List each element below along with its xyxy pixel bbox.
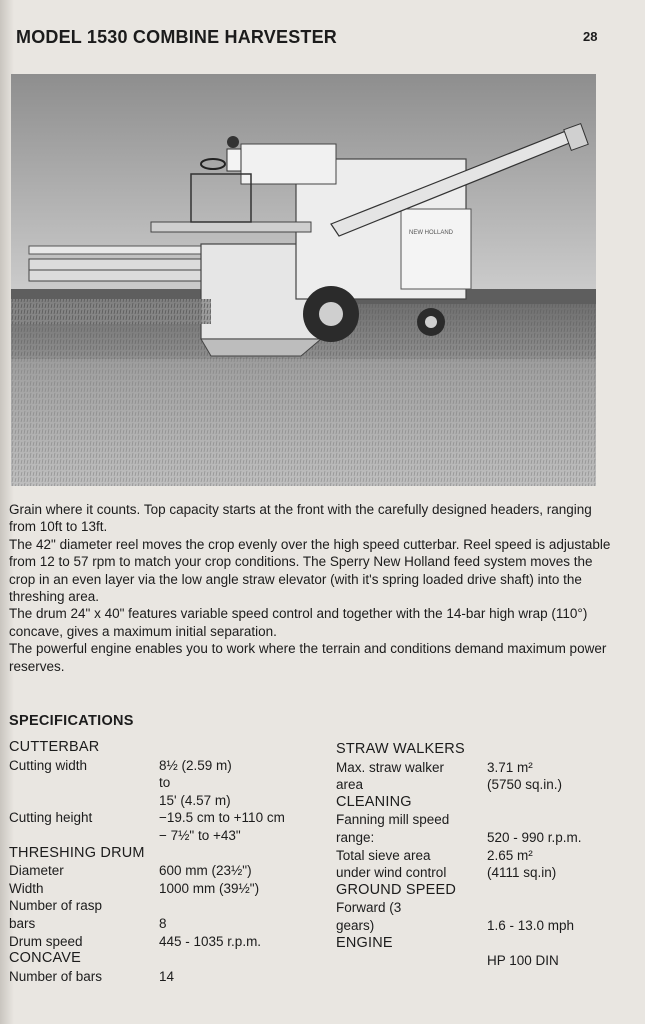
spec-section-engine: ENGINE bbox=[336, 934, 393, 951]
spec-label: Max. straw walker bbox=[336, 759, 445, 775]
spec-value: 15' (4.57 m) bbox=[159, 792, 231, 808]
spec-label: gears) bbox=[336, 917, 375, 933]
spec-label bbox=[9, 827, 159, 845]
spec-value: 1.6 - 13.0 mph bbox=[487, 917, 575, 933]
spec-value: 14 bbox=[159, 968, 175, 984]
spec-label: Forward (3 bbox=[336, 900, 402, 916]
spec-label: Fanning mill speed bbox=[336, 812, 450, 828]
spec-value: 8½ (2.59 m) bbox=[159, 757, 232, 773]
intro-paragraph: The drum 24" x 40" features variable speed control and together with the 14-bar high wrap (110°) concave, gives a maximum initial separation. bbox=[9, 606, 588, 639]
spec-label: Total sieve area bbox=[336, 847, 431, 863]
intro-paragraph: The powerful engine enables you to work where the terrain and conditions demand maximum power reserves. bbox=[9, 641, 607, 674]
spec-value: 520 - 990 r.p.m. bbox=[487, 829, 582, 845]
brand-mark: NEW HOLLAND bbox=[409, 230, 454, 236]
spec-value: (5750 sq.in.) bbox=[487, 777, 563, 793]
spec-value bbox=[159, 897, 329, 915]
intro-paragraph: The 42" diameter reel moves the crop evenly over the high speed cutterbar. Reel speed is adjustable from 12 to 57 rpm to match your crop conditions. The Sperry New Holland feed system moves the crop in an even layer via the low angle straw elevator (with it's spring loaded drive shaft) into the threshing area. bbox=[9, 536, 611, 605]
spec-value: 445 - 1035 r.p.m. bbox=[159, 933, 262, 949]
spec-label bbox=[336, 970, 486, 988]
spec-section-threshing-drum: THRESHING DRUM bbox=[9, 844, 145, 861]
spec-label: under wind control bbox=[336, 865, 447, 881]
spec-label bbox=[336, 952, 486, 970]
spec-value: HP 100 DIN bbox=[487, 953, 559, 969]
spec-value: −19.5 cm to +110 cm bbox=[159, 810, 285, 826]
spec-section-ground-speed: GROUND SPEED bbox=[336, 881, 457, 898]
intro-paragraph: Grain where it counts. Top capacity starts at the front with the carefully designed headers, ranging from 10ft to 13ft. bbox=[9, 502, 592, 535]
spec-value bbox=[487, 882, 627, 900]
spec-value bbox=[487, 741, 627, 759]
specifications-heading: SPECIFICATIONS bbox=[9, 713, 134, 729]
spec-label: range: bbox=[336, 829, 375, 845]
spec-value: 1000 mm (39½") bbox=[159, 880, 260, 896]
spec-value bbox=[487, 970, 627, 988]
spec-value: − 7½" to +43" bbox=[159, 827, 241, 843]
page-title: MODEL 1530 COMBINE HARVESTER bbox=[16, 27, 338, 47]
spec-section-cleaning: CLEANING bbox=[336, 793, 412, 810]
spec-label: Cutting height bbox=[9, 810, 93, 826]
spec-value bbox=[487, 811, 627, 829]
spec-label bbox=[9, 792, 159, 810]
spec-value: 8 bbox=[159, 915, 167, 931]
intro-text bbox=[9, 501, 614, 675]
spec-values-left bbox=[159, 739, 329, 985]
spec-value: 3.71 m² bbox=[487, 759, 533, 775]
spec-values-right bbox=[487, 741, 627, 987]
combine-harvester-photo bbox=[11, 74, 596, 486]
spec-value bbox=[159, 845, 329, 863]
spec-section-concave: CONCAVE bbox=[9, 950, 82, 967]
spec-section-straw-walkers: STRAW WALKERS bbox=[336, 741, 465, 757]
page-number: 28 bbox=[583, 29, 598, 44]
spec-label: area bbox=[336, 777, 364, 793]
spec-value bbox=[487, 935, 627, 953]
spec-label: bars bbox=[9, 915, 36, 931]
spec-value: 600 mm (23½") bbox=[159, 863, 252, 879]
spec-label: Width bbox=[9, 880, 44, 896]
spec-value bbox=[159, 739, 329, 757]
spec-value bbox=[159, 950, 329, 968]
spec-label: Number of rasp bbox=[9, 898, 103, 914]
spec-section-cutterbar: CUTTERBAR bbox=[9, 739, 100, 755]
spec-label: Diameter bbox=[9, 863, 64, 879]
spec-value: to bbox=[159, 775, 171, 791]
spec-labels-left bbox=[9, 739, 159, 985]
spec-label bbox=[9, 774, 159, 792]
spec-label: Cutting width bbox=[9, 757, 88, 773]
spec-value: (4111 sq.in) bbox=[487, 865, 557, 881]
spec-value bbox=[487, 899, 627, 917]
combine-illustration bbox=[11, 74, 596, 486]
spec-label: Number of bars bbox=[9, 968, 103, 984]
spec-label: Drum speed bbox=[9, 933, 83, 949]
spec-value: 2.65 m² bbox=[487, 847, 533, 863]
spec-labels-right bbox=[336, 741, 486, 987]
spec-value bbox=[487, 794, 627, 812]
